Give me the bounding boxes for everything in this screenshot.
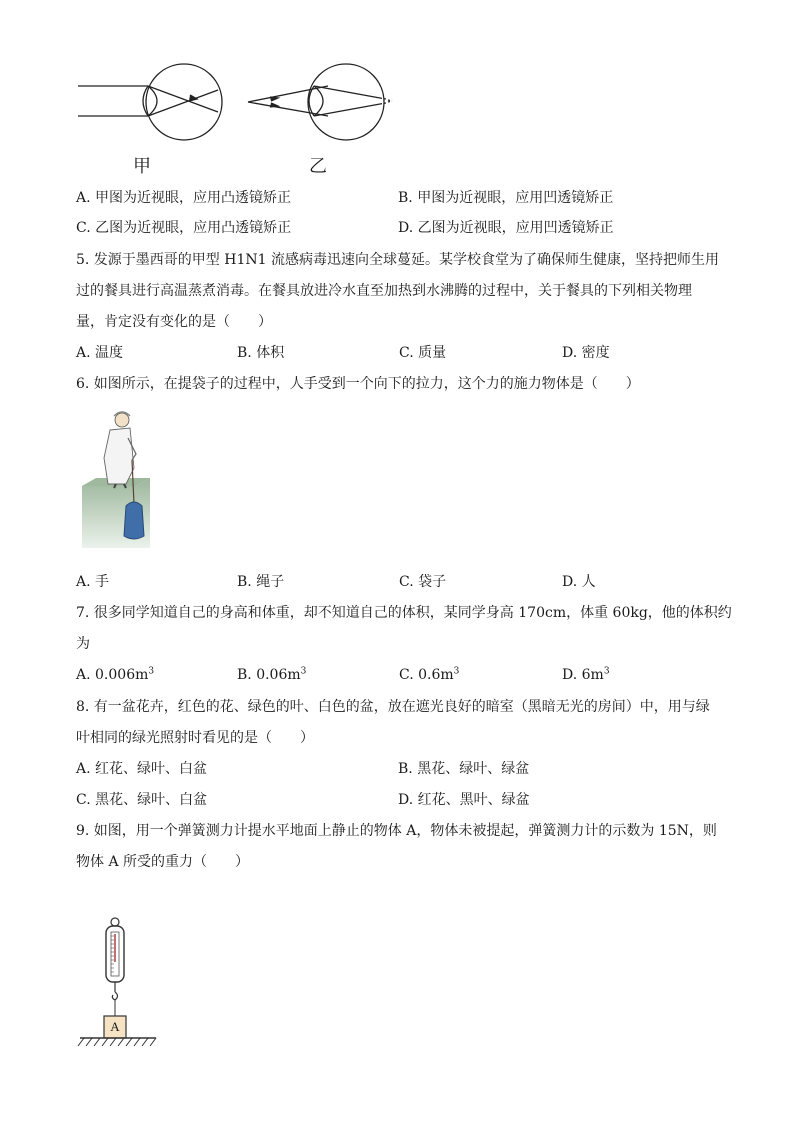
figure-label-yi: 乙	[309, 156, 327, 177]
q5-line-2: 过的餐具进行高温蒸煮消毒。在餐具放进冷水直至加热到水沸腾的过程中，关于餐具的下列相关物理	[76, 283, 692, 299]
q5-line-1: 5. 发源于墨西哥的甲型 H1N1 流感病毒迅速向全球蔓延。某学校食堂为了确保师生健康，坚持把师生用	[76, 252, 719, 268]
q7-option-b[interactable]: B. $0.06m^3$	[237, 666, 307, 683]
q7-line-1: 7. 很多同学知道自己的身高和体重，却不知道自己的体积，某同学身高 170cm，体重 60kg，他的体积约	[76, 605, 732, 621]
q8-option-a[interactable]: A. 红花、绿叶、白盆	[76, 761, 208, 777]
q6-option-b[interactable]: B. 绳子	[237, 574, 285, 590]
option-d[interactable]: D. 乙图为近视眼，应用凹透镜矫正	[398, 220, 614, 236]
eye-diagram-figure	[70, 60, 420, 180]
figure-label-jia: 甲	[133, 156, 151, 177]
q5-option-b[interactable]: B. 体积	[237, 345, 285, 361]
person-lifting-bag-illustration	[78, 408, 158, 553]
option-a[interactable]: A. 甲图为近视眼，应用凸透镜矫正	[76, 190, 292, 206]
q8-option-c[interactable]: C. 黑花、绿叶、白盆	[76, 792, 208, 808]
q8-option-d[interactable]: D. 红花、黑叶、绿盆	[398, 792, 530, 808]
option-b[interactable]: B. 甲图为近视眼，应用凹透镜矫正	[398, 190, 614, 206]
q8-line-1: 8. 有一盆花卉，红色的花、绿色的叶、白色的盆，放在遮光良好的暗室（黑暗无光的房间）中，用与绿	[76, 699, 710, 715]
q7-line-2: 为	[76, 636, 90, 652]
q5-option-d[interactable]: D. 密度	[562, 345, 610, 361]
q5-option-a[interactable]: A. 温度	[76, 345, 124, 361]
q5-line-3: 量，肯定没有变化的是（ ）	[76, 314, 272, 330]
eye-diagram-b	[248, 64, 392, 140]
q7-option-d[interactable]: D. $6m^3$	[562, 666, 610, 683]
eye-diagram-a	[78, 64, 222, 140]
q6-option-d[interactable]: D. 人	[562, 574, 596, 590]
q6-option-a[interactable]: A. 手	[76, 574, 110, 590]
block-a-label: A	[110, 1019, 120, 1034]
q9-line-2: 物体 A 所受的重力（ ）	[76, 854, 250, 870]
q8-line-2: 叶相同的绿光照射时看见的是（ ）	[76, 730, 314, 746]
q7-option-c[interactable]: C. $0.6m^3$	[399, 666, 460, 683]
q5-option-c[interactable]: C. 质量	[399, 345, 447, 361]
q6-line-1: 6. 如图所示，在提袋子的过程中，人手受到一个向下的拉力，这个力的施力物体是（ ）	[76, 376, 640, 392]
option-c[interactable]: C. 乙图为近视眼，应用凸透镜矫正	[76, 220, 292, 236]
q6-option-c[interactable]: C. 袋子	[399, 574, 447, 590]
q8-option-b[interactable]: B. 黑花、绿叶、绿盆	[398, 761, 530, 777]
q7-option-a[interactable]: A. $0.006m^3$	[76, 666, 155, 683]
q9-line-1: 9. 如图，用一个弹簧测力计提水平地面上静止的物体 A，物体未被提起，弹簧测力计的示数为 15N，则	[76, 823, 717, 839]
